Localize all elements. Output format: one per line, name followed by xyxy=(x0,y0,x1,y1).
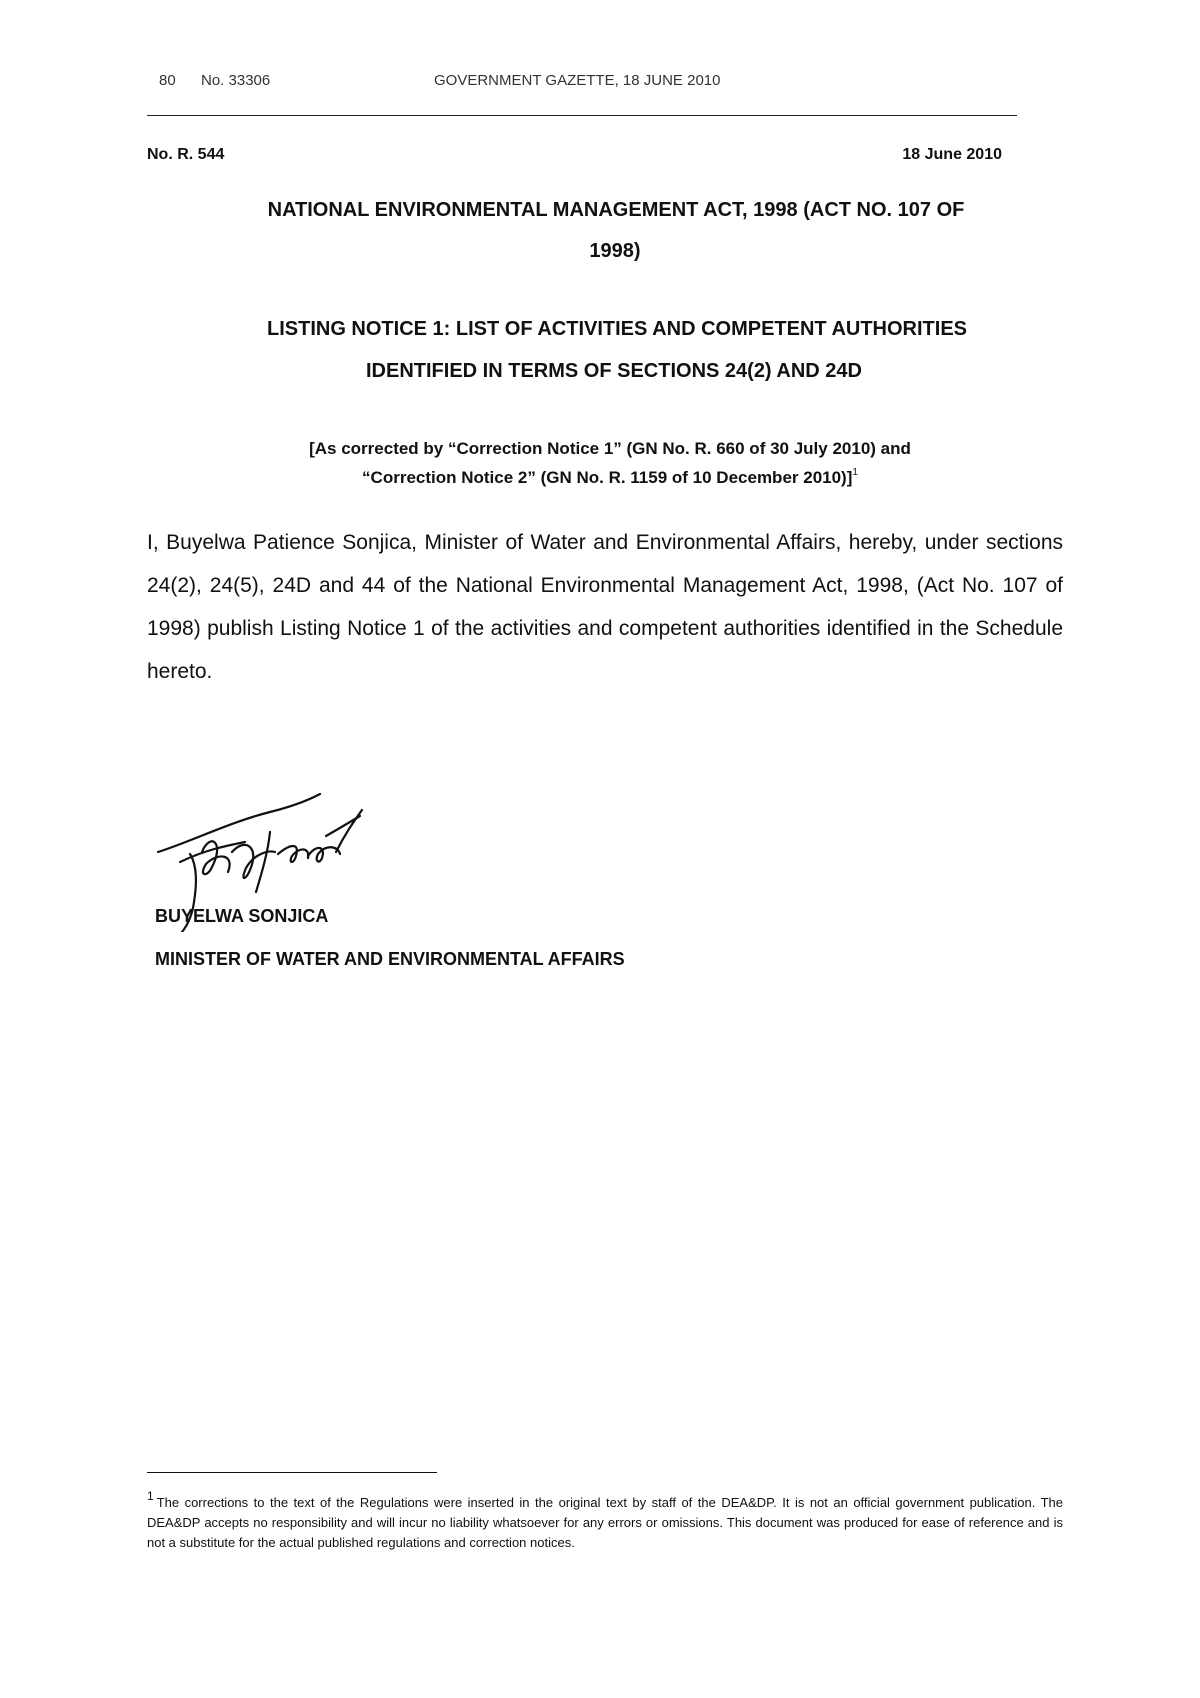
correction-line-2-text: “Correction Notice 2” (GN No. R. 1159 of 10 December 2010)] xyxy=(362,468,853,487)
correction-line-1: [As corrected by “Correction Notice 1” (GN No. R. 660 of 30 July 2010) and xyxy=(309,439,911,458)
footnote-marker: 1 xyxy=(147,1489,154,1503)
notice-number: No. R. 544 xyxy=(147,146,225,163)
publication-title: GOVERNMENT GAZETTE, 18 JUNE 2010 xyxy=(434,72,721,89)
correction-note xyxy=(160,437,1060,490)
signatory-title: MINISTER OF WATER AND ENVIRONMENTAL AFFAIRS xyxy=(155,949,625,969)
body-paragraph: I, Buyelwa Patience Sonjica, Minister of Water and Environmental Affairs, hereby, under sections 24(2), 24(5), 24D and 44 of the National Environmental Management Act, 1998, (Act No. 107 of 1998) publish Listing Notice 1 of the activities and competent authorities identified in the Schedule hereto. xyxy=(147,531,1063,683)
act-title-line-2: 1998) xyxy=(589,240,641,262)
signatory-name: BUYELWA SONJICA xyxy=(155,906,329,926)
footnote xyxy=(147,1486,1063,1553)
act-title xyxy=(160,190,1060,272)
footnote-divider xyxy=(147,1472,437,1473)
act-title-line-1: NATIONAL ENVIRONMENTAL MANAGEMENT ACT, 1998 (ACT NO. 107 OF xyxy=(267,199,965,221)
header-divider xyxy=(147,115,1017,116)
footnote-text: The corrections to the text of the Regulations were inserted in the original text by staff of the DEA&DP. It is not an official government publication. The DEA&DP accepts no responsibility and will incur no liability whatsoever for any errors or omissions. This document was produced for ease of reference and is not a substitute for the actual published regulations and correction notices. xyxy=(147,1495,1063,1550)
page-number: 80 xyxy=(159,72,176,89)
listing-title-line-1: LISTING NOTICE 1: LIST OF ACTIVITIES AND COMPETENT AUTHORITIES xyxy=(266,318,967,340)
issue-number: No. 33306 xyxy=(201,72,271,89)
listing-title-line-2: IDENTIFIED IN TERMS OF SECTIONS 24(2) AND 24D xyxy=(366,360,862,382)
footnote-reference[interactable]: 1 xyxy=(852,467,858,478)
notice-date: 18 June 2010 xyxy=(902,146,1002,163)
correction-line-2 xyxy=(160,461,1060,490)
listing-notice-title xyxy=(160,308,1060,392)
running-header xyxy=(147,72,1017,98)
